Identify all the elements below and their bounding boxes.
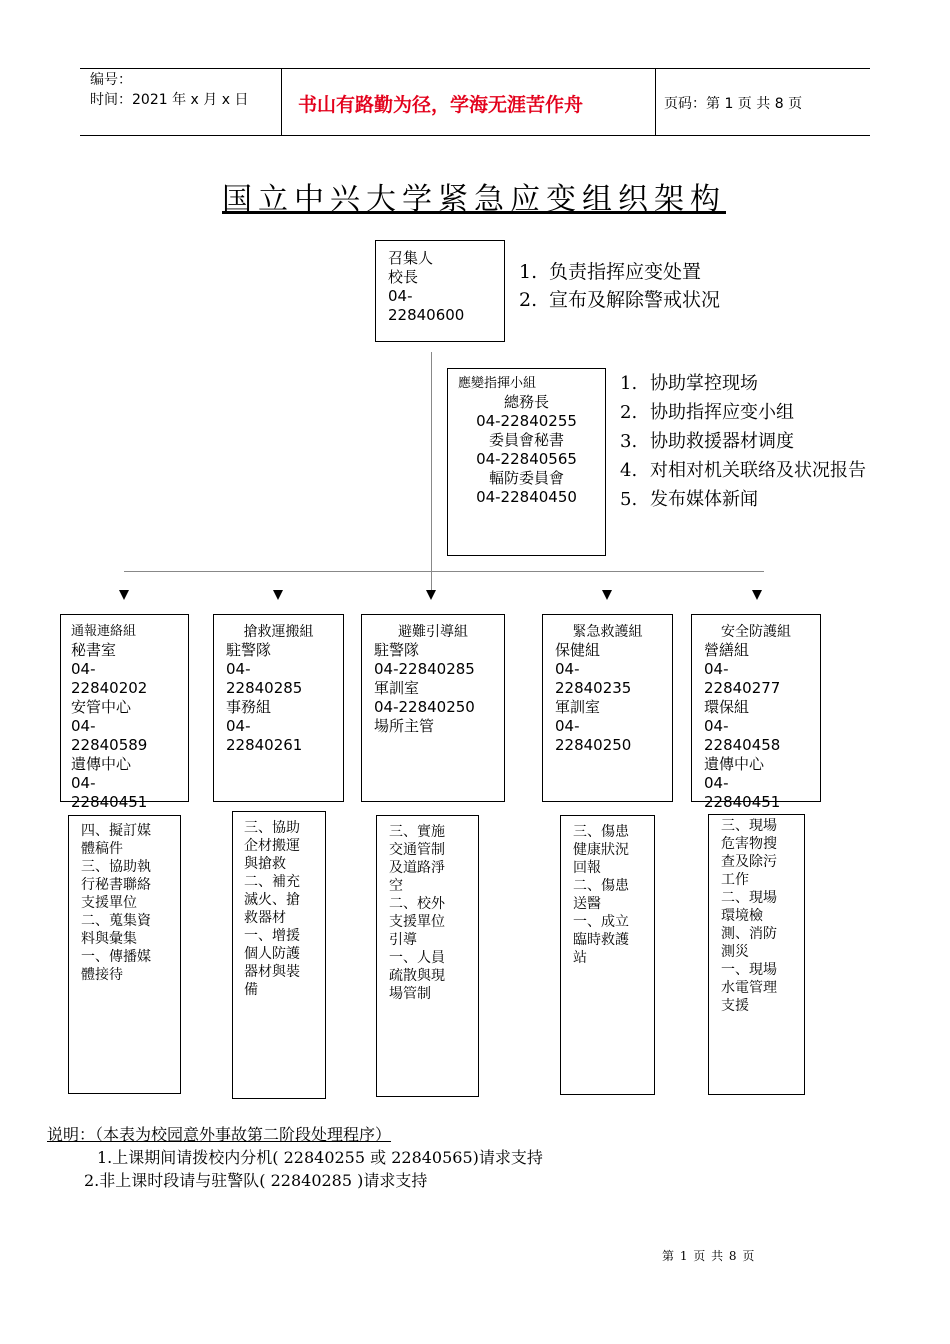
group-line: 環保組 xyxy=(704,698,750,716)
group-line: 22840589 xyxy=(71,736,148,754)
group-box-evacuation xyxy=(361,614,505,802)
arrow-icon xyxy=(752,590,762,600)
arrow-icon xyxy=(273,590,283,600)
group-line: 04-22840250 xyxy=(374,698,475,716)
group-line: 04- xyxy=(555,717,580,735)
command-line: 委員會秘書 xyxy=(488,431,564,449)
group-line: 軍訓室 xyxy=(555,698,601,716)
header-time-label: 时间：2021 年 x 月 x 日 xyxy=(90,92,249,108)
page-footer: 第 1 页 共 8 页 xyxy=(662,1249,756,1263)
header-divider-right xyxy=(655,68,656,136)
duty-box-first-aid xyxy=(560,815,655,1095)
group-line: 22840250 xyxy=(555,736,632,754)
group-line: 遺傳中心 xyxy=(71,755,132,773)
header-bottom-rule xyxy=(80,135,870,136)
group-line: 22840451 xyxy=(71,793,148,811)
group-line: 22840285 xyxy=(226,679,303,697)
arrow-icon xyxy=(426,590,436,600)
duty-item: 2. 协助指挥应变小组 xyxy=(620,402,794,423)
duty-item: 1. 负责指挥应变处置 xyxy=(519,261,702,283)
group-line: 保健組 xyxy=(555,641,601,659)
group-line: 秘書室 xyxy=(71,641,117,659)
group-line: 軍訓室 xyxy=(374,679,420,697)
group-line: 04-22840285 xyxy=(374,660,475,678)
duty-box-safety xyxy=(708,814,805,1095)
duty-box-rescue-transport xyxy=(232,811,326,1099)
group-line: 04- xyxy=(226,717,251,735)
duty-text: 三、現場 危害物搜 查及除污 工作 二、現場 環境檢 測、消防 測災 一、現場 水電管理 支援 xyxy=(721,818,777,1014)
command-duties xyxy=(620,369,866,514)
group-title: 緊急救護組 xyxy=(572,624,643,640)
header-page-label: 页码：第 1 页 共 8 页 xyxy=(664,96,803,112)
header-divider-left xyxy=(281,68,282,136)
duty-box-notification xyxy=(68,815,181,1094)
convener-box xyxy=(375,240,505,342)
group-line: 22840202 xyxy=(71,679,148,697)
group-line: 04- xyxy=(226,660,251,678)
convener-line: 22840600 xyxy=(388,306,465,324)
group-title: 安全防護組 xyxy=(721,624,791,640)
command-line: 總務長 xyxy=(503,393,549,411)
convener-line: 04- xyxy=(388,287,413,305)
group-line: 22840277 xyxy=(704,679,781,697)
duty-item: 4. 对相对机关联络及状况报告 xyxy=(620,460,866,481)
group-line: 04- xyxy=(704,660,729,678)
group-line: 22840451 xyxy=(704,793,781,811)
group-title: 避難引導組 xyxy=(398,624,468,640)
duty-item: 2. 宣布及解除警戒状况 xyxy=(519,289,721,311)
group-title: 搶救運搬組 xyxy=(243,624,314,640)
notes-item: 2.非上课时段请与驻警队( 22840285 )请求支持 xyxy=(84,1171,428,1190)
header-motto: 书山有路勤为径，学海无涯苦作舟 xyxy=(298,94,584,116)
duty-box-evacuation xyxy=(376,815,479,1097)
convener-line: 召集人 xyxy=(388,249,434,267)
group-line: 22840261 xyxy=(226,736,303,754)
duty-text: 三、實施 交通管制 及道路淨 空 二、校外 支援單位 引導 一、人員 疏散與現 場管制 xyxy=(389,824,445,1002)
command-box xyxy=(447,368,606,556)
notes-heading: 说明：（本表为校园意外事故第二阶段处理程序） xyxy=(47,1125,392,1144)
header-code-label: 编号： xyxy=(90,72,132,88)
group-line: 事務組 xyxy=(226,698,272,716)
notes-item: 1.上课期间请拨校内分机( 22840255 或 22840565)请求支持 xyxy=(97,1148,543,1167)
duty-item: 1. 协助掌控现场 xyxy=(620,373,758,394)
group-line: 04- xyxy=(71,774,96,792)
group-line: 駐警隊 xyxy=(374,641,420,659)
connector-horizontal xyxy=(124,571,764,572)
convener-line: 校長 xyxy=(388,268,419,286)
duty-item: 5. 发布媒体新闻 xyxy=(620,489,758,510)
connector-main-vertical xyxy=(431,352,432,592)
convener-duties xyxy=(519,258,720,314)
arrow-icon xyxy=(602,590,612,600)
group-line: 駐警隊 xyxy=(226,641,272,659)
duty-item: 3. 协助救援器材调度 xyxy=(620,431,794,452)
command-line: 04-22840450 xyxy=(476,488,577,506)
command-line: 04-22840255 xyxy=(476,412,577,430)
group-line: 安管中心 xyxy=(71,698,132,716)
arrow-icon xyxy=(119,590,129,600)
group-line: 場所主管 xyxy=(374,717,435,735)
header-top-rule xyxy=(80,68,870,69)
group-line: 22840458 xyxy=(704,736,781,754)
command-line: 04-22840565 xyxy=(476,450,577,468)
group-box-notification xyxy=(60,614,189,811)
group-line: 營繕組 xyxy=(704,641,750,659)
duty-text: 四、擬訂媒 體稿件 三、協助執 行秘書聯絡 支援單位 二、蒐集資 料與彙集 一、傳播媒 體接待 xyxy=(81,823,151,983)
group-line: 04- xyxy=(71,717,96,735)
group-box-rescue-transport xyxy=(213,614,344,802)
group-line: 遺傳中心 xyxy=(704,755,765,773)
group-box-safety xyxy=(691,614,821,811)
group-line: 04- xyxy=(704,774,729,792)
command-line: 輻防委員會 xyxy=(488,469,564,487)
group-line: 04- xyxy=(71,660,96,678)
group-line: 22840235 xyxy=(555,679,632,697)
duty-text: 三、傷患 健康狀況 回報 二、傷患 送醫 一、成立 臨時救護 站 xyxy=(573,824,629,966)
group-line: 04- xyxy=(555,660,580,678)
group-box-first-aid xyxy=(542,614,673,802)
group-line: 04- xyxy=(704,717,729,735)
group-title: 通報連絡組 xyxy=(71,624,137,639)
command-header: 應變指揮小組 xyxy=(458,376,537,391)
page-title: 国立中兴大学紧急应变组织架构 xyxy=(222,182,726,217)
duty-text: 三、協助 企材搬運 與搶救 二、補充 滅火、搶 救器材 一、增援 個人防護 器材與裝 備 xyxy=(244,820,300,998)
